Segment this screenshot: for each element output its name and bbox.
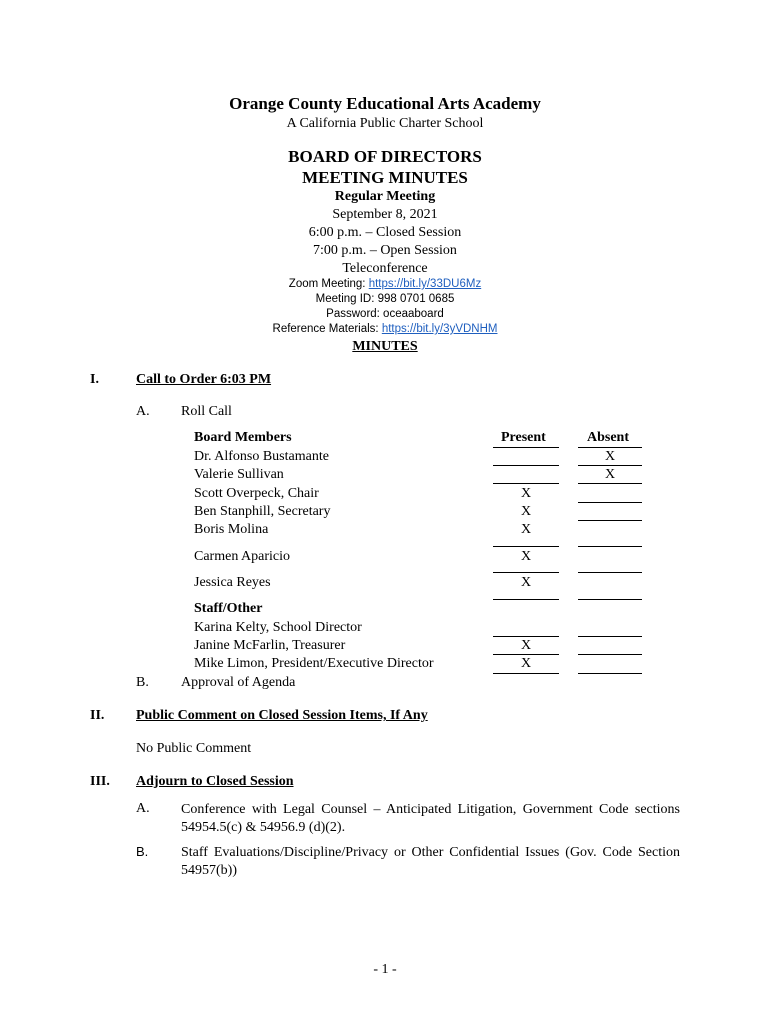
open-session-time: 7:00 p.m. – Open Session: [313, 243, 457, 258]
reference-link[interactable]: https://bit.ly/3yVDNHM: [381, 323, 498, 335]
zoom-meeting-line: [0, 278, 770, 290]
member-name: Carmen Aparicio: [194, 549, 291, 564]
member-absent-mark: X: [604, 449, 616, 464]
board-members-heading: Board Members: [194, 430, 292, 445]
item-1b-letter: B.: [136, 675, 149, 690]
present-line: [493, 599, 559, 600]
staff-name: Karina Kelty, School Director: [194, 620, 362, 635]
reference-materials-line: [0, 323, 770, 335]
member-name: Ben Stanphill, Secretary: [194, 504, 331, 519]
absent-line: [578, 654, 642, 655]
present-line: [493, 673, 559, 674]
item-3b-text: Staff Evaluations/Discipline/Privacy or Other Confidential Issues (Gov. Code Section 54957(b)): [181, 845, 680, 878]
page-number: - 1 -: [373, 962, 397, 977]
absent-line: [578, 636, 642, 637]
section-1-title: Call to Order 6:03 PM: [136, 372, 272, 387]
member-present-mark: X: [520, 522, 532, 537]
section-3-numeral: III.: [90, 774, 110, 789]
present-line: [493, 636, 559, 637]
present-heading: Present: [501, 430, 546, 445]
doc-title-line2: MEETING MINUTES: [302, 168, 468, 187]
absent-heading: Absent: [587, 430, 630, 445]
absent-line: [578, 520, 642, 521]
zoom-label: Zoom Meeting:: [288, 278, 369, 290]
item-1a-label: Roll Call: [181, 404, 232, 419]
member-name: Boris Molina: [194, 522, 269, 537]
absent-line: [578, 572, 642, 573]
zoom-link[interactable]: https://bit.ly/33DU6Mz: [368, 278, 482, 290]
item-1b-label: Approval of Agenda: [181, 675, 296, 690]
present-line: [493, 654, 559, 655]
absent-line: [578, 546, 642, 547]
section-2-title: Public Comment on Closed Session Items, If Any: [136, 708, 428, 723]
org-name: Orange County Educational Arts Academy: [229, 94, 541, 113]
member-present-mark: X: [520, 504, 532, 519]
item-1a-letter: A.: [136, 404, 150, 419]
section-2-body: No Public Comment: [136, 741, 252, 756]
present-line: [493, 572, 559, 573]
section-1-numeral: I.: [90, 372, 99, 387]
present-heading-underline: [493, 447, 559, 448]
meeting-type: Regular Meeting: [334, 189, 436, 204]
present-line: [493, 546, 559, 547]
staff-name: Mike Limon, President/Executive Director: [194, 656, 434, 671]
org-subtitle: A California Public Charter School: [286, 116, 484, 131]
reference-label: Reference Materials:: [272, 323, 382, 335]
absent-line: [578, 465, 642, 466]
absent-line: [578, 673, 642, 674]
meeting-date: September 8, 2021: [332, 207, 438, 222]
staff-present-mark: X: [520, 638, 532, 653]
member-name: Dr. Alfonso Bustamante: [194, 449, 329, 464]
staff-heading: Staff/Other: [194, 601, 263, 616]
item-3a-letter: A.: [136, 801, 150, 816]
member-present-mark: X: [520, 486, 532, 501]
member-present-mark: X: [520, 549, 532, 564]
member-name: Jessica Reyes: [194, 575, 271, 590]
meeting-location: Teleconference: [342, 261, 428, 276]
absent-heading-underline: [578, 447, 642, 448]
absent-line: [578, 502, 642, 503]
closed-session-time: 6:00 p.m. – Closed Session: [308, 225, 462, 240]
section-3-title: Adjourn to Closed Session: [136, 774, 294, 789]
member-name: Valerie Sullivan: [194, 467, 284, 482]
staff-name: Janine McFarlin, Treasurer: [194, 638, 346, 653]
meeting-id: Meeting ID: 998 0701 0685: [315, 293, 455, 305]
member-present-mark: X: [520, 575, 532, 590]
member-name: Scott Overpeck, Chair: [194, 486, 319, 501]
present-line: [493, 483, 559, 484]
absent-line: [578, 483, 642, 484]
present-line: [493, 465, 559, 466]
member-absent-mark: X: [604, 467, 616, 482]
meeting-password: Password: oceaaboard: [326, 308, 444, 320]
absent-line: [578, 599, 642, 600]
staff-present-mark: X: [520, 656, 532, 671]
item-3a-text: Conference with Legal Counsel – Anticipated Litigation, Government Code sections 54954.5(c) & 54956.9 (d)(2).: [181, 802, 680, 835]
section-2-numeral: II.: [90, 708, 105, 723]
doc-title-line1: BOARD OF DIRECTORS: [288, 147, 482, 166]
item-3b-letter: B.: [136, 844, 149, 859]
minutes-heading: MINUTES: [352, 339, 418, 354]
